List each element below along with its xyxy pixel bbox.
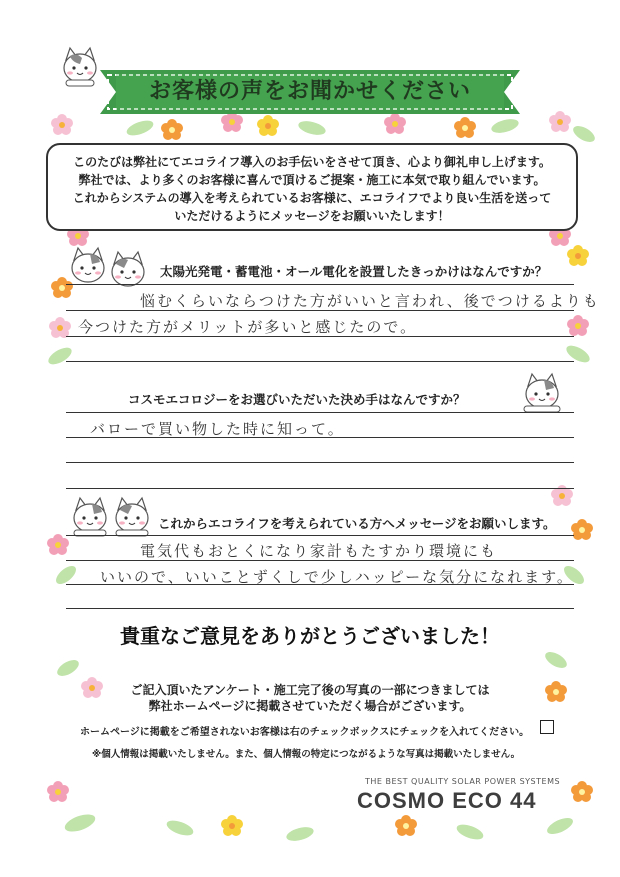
brand-tagline: THE BEST QUALITY SOLAR POWER SYSTEMS (365, 777, 561, 786)
question-label: これからエコライフを考えられている方へメッセージをお願いします。 (158, 516, 556, 531)
checkbox-label: ホームページに掲載をご希望されないお客様は右のチェックボックスにチェックを入れてください。 (80, 727, 530, 738)
opt-out-checkbox[interactable] (540, 720, 554, 734)
note-line: 弊社ホームページに掲載させていただく場合がございます。 (148, 699, 472, 713)
intro-line: いただけるようにメッセージをお願いいたします！ (174, 209, 450, 223)
answer-text: 悩むくらいならつけた方がいいと言われ、後でつけるよりも (140, 292, 600, 310)
answer-line (66, 535, 574, 536)
question-label: 太陽光発電・蓄電池・オール電化を設置したきっかけはなんですか？ (160, 264, 548, 279)
answer-line (66, 412, 574, 413)
intro-line: 弊社では、より多くのお客様に喜んで頂けるご提案・施工に本気で取り組んでいます。 (78, 173, 546, 187)
note-line: ご記入頂いたアンケート・施工完了後の写真の一部につきましては (130, 683, 490, 697)
answer-line (66, 560, 574, 561)
answer-line (66, 284, 574, 285)
cat-icon (60, 46, 100, 88)
brand-logo: COSMO ECO 44 (357, 788, 537, 813)
answer-text: いいので、いいことずくしで少しハッピーな気分になれます。 (100, 568, 574, 586)
answer-line (66, 437, 574, 438)
answer-text: 電気代もおとくになり家計もたすかり環境にも (140, 542, 498, 560)
answer-line (66, 361, 574, 362)
thanks-heading: 貴重なご意見をありがとうございました！ (120, 624, 500, 648)
cat-icon (68, 246, 108, 288)
answer-line (66, 608, 574, 609)
page-title: お客様の声をお聞かせください (148, 79, 471, 104)
question-label: コスモエコロジーをお選びいただいた決め手はなんですか？ (128, 392, 466, 407)
cat-icon (70, 496, 110, 538)
answer-text: 今つけた方がメリットが多いと感じたので。 (78, 318, 418, 336)
answer-text: バローで買い物した時に知って。 (90, 420, 345, 438)
answer-line (66, 336, 574, 337)
cat-icon (522, 372, 562, 414)
cat-icon (108, 250, 148, 292)
answer-line (66, 488, 574, 489)
privacy-note: ※個人情報は掲載いたしません。また、個人情報の特定につながるような写真は掲載いたしません。 (92, 749, 521, 760)
intro-line: これからシステムの導入を考えられているお客様に、エコライフでより良い生活を送って (72, 191, 552, 205)
answer-line (66, 462, 574, 463)
intro-box (46, 143, 578, 231)
answer-line (66, 310, 574, 311)
cat-icon (112, 496, 152, 538)
answer-line (66, 584, 574, 585)
intro-line: このたびは弊社にてエコライフ導入のお手伝いをさせて頂き、心より御礼申し上げます。 (73, 155, 551, 169)
